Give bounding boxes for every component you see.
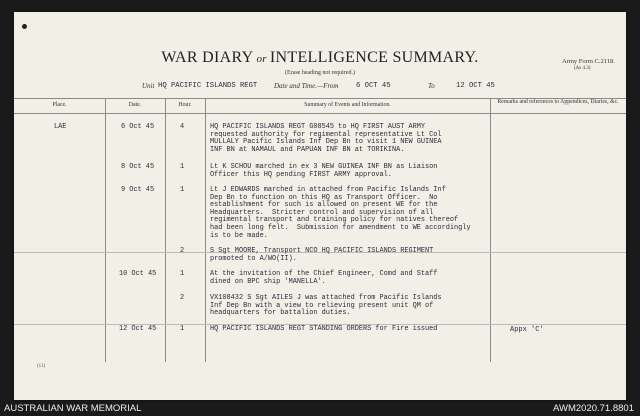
- entry-summary: HQ PACIFIC ISLANDS REGT G08545 to HQ FIRST AUST ARMY requested authority for regimental representative Lt Col MULLALY Pacific Islands Inf Dep Bn to visit 1 NEW GUINEA INF BN at NAMAUL and PAPUAN INF BN at TORIKINA.: [210, 123, 442, 154]
- col-rule: [490, 98, 491, 362]
- entry-place: LAE: [54, 123, 67, 131]
- entry-summary: At the invitation of the Chief Engineer, Comd and Staff dined on BPC ship 'MANELLA'.: [210, 270, 438, 286]
- col-header-remarks: Remarks and references to Appendices, Diaries, &c.: [497, 99, 619, 105]
- col-rule: [205, 98, 206, 362]
- archive-caption: AUSTRALIAN WAR MEMORIAL: [4, 403, 142, 414]
- entry-summary: VX108432 S Sgt AILES J was attached from Pacific Islands Inf Dep Bn with a view to relieving present unit QM of headquarters for battalion duties.: [210, 294, 442, 318]
- entry-summary: S Sgt MOORE, Transport NCO HQ PACIFIC ISLANDS REGIMENT promoted to A/WO(II).: [210, 247, 434, 263]
- entry-summary: Lt J EDWARDS marched in attached from Pacific Islands Inf Dep Bn to function on this HQ as Transport Officer. No establishment for such is allowed on present WE for the Headquarters. Stricter control and supervision of all regimental transport and training policy for natives thereof had been long felt. Submission for amendment to WE accordingly is to be made.: [210, 186, 471, 240]
- col-header-summary: Summary of Events and Information.: [304, 102, 391, 108]
- entry-date: 9 Oct 45: [121, 186, 155, 194]
- diary-sheet: [14, 12, 626, 400]
- army-form-number: [562, 58, 615, 72]
- entry-hour: 2: [180, 294, 185, 302]
- title-or: or: [253, 53, 270, 65]
- col-header-hour: Hour.: [178, 102, 192, 108]
- col-header-place: Place.: [52, 102, 67, 108]
- punch-hole: [22, 24, 27, 29]
- entry-hour: 1: [180, 163, 185, 171]
- entry-hour: 2: [180, 247, 185, 255]
- title-war-diary: WAR DIARY: [161, 49, 254, 66]
- unit-label: Unit: [142, 82, 155, 90]
- date-from-value: 6 OCT 45: [356, 82, 391, 90]
- page-title: [14, 49, 626, 67]
- entry-hour: 1: [180, 325, 185, 333]
- entry-date: 10 Oct 45: [119, 270, 157, 278]
- entry-summary: HQ PACIFIC ISLANDS REGT STANDING ORDERS for Fire issued: [210, 325, 438, 333]
- accession-number: AWM2020.71.8801: [553, 403, 634, 414]
- col-rule: [105, 98, 106, 362]
- army-form-sub: (As 4.3): [574, 66, 591, 71]
- entry-summary: Lt K SCHOU marched in ex 3 NEW GUINEA INF BN as Liaison Officer this HQ pending FIRST ARMY approval.: [210, 163, 438, 179]
- entry-date: 12 Oct 45: [119, 325, 157, 333]
- print-mark: (11): [37, 364, 46, 369]
- date-to-value: 12 OCT 45: [456, 82, 495, 90]
- diary-table: [14, 98, 626, 362]
- army-form-label: Army Form C.2118.: [562, 58, 615, 65]
- entry-date: 6 Oct 45: [121, 123, 155, 131]
- entry-remarks: Appx 'C': [510, 326, 544, 334]
- title-intelligence-summary: INTELLIGENCE SUMMARY.: [269, 49, 479, 66]
- entry-hour: 4: [180, 123, 185, 131]
- col-rule: [165, 98, 166, 362]
- date-to-label: To: [428, 82, 435, 90]
- entry-date: 8 Oct 45: [121, 163, 155, 171]
- col-header-date: Date.: [128, 102, 142, 108]
- erase-heading-note: (Erase heading not required.): [285, 70, 355, 76]
- date-from-label: Date and Time.—From: [274, 82, 339, 90]
- entry-hour: 1: [180, 270, 185, 278]
- unit-value: HQ PACIFIC ISLANDS REGT: [158, 82, 258, 90]
- entry-hour: 1: [180, 186, 185, 194]
